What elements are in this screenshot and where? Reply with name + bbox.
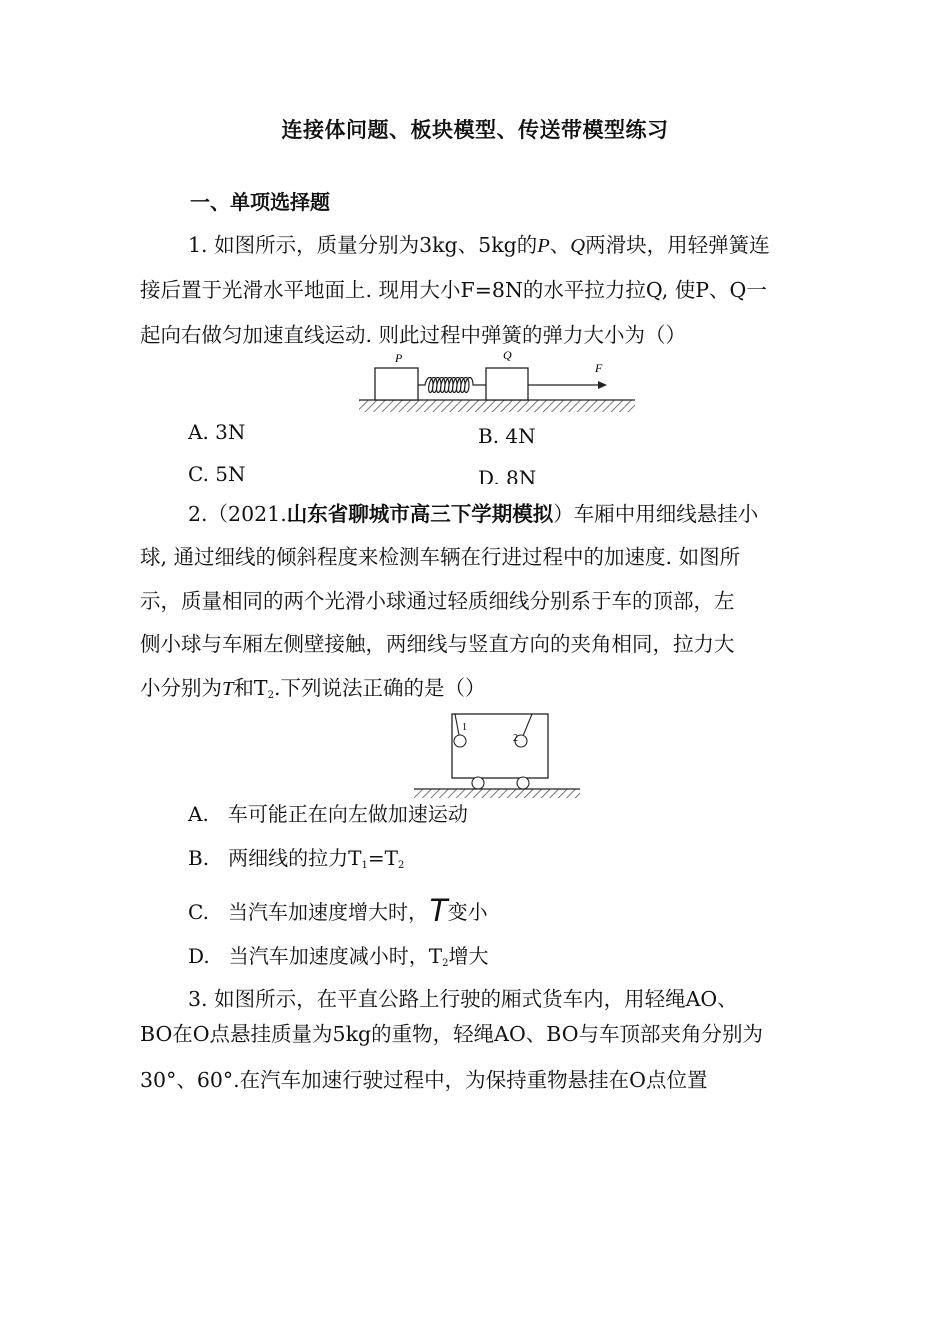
q1-text-a: 1. 如图所示，质量分别为3kg、5kg的 xyxy=(188,233,538,257)
ball-1 xyxy=(454,735,466,747)
q2-option-a-label: A. xyxy=(188,802,209,826)
ground-hatch xyxy=(414,789,580,798)
q2-line-5-c: .下列说法正确的是（） xyxy=(273,676,486,700)
ground-hatch xyxy=(359,400,635,412)
q2-line-3: 示，质量相同的两个光滑小球通过轻质细线分别系于车的顶部，左 xyxy=(140,589,735,613)
q2-option-b-eq: =T xyxy=(367,846,398,870)
q2-figure-train-car xyxy=(410,708,582,800)
q1-line-2: 接后置于光滑水平地面上. 现用大小F=8N的水平拉力拉Q, 使P、Q一 xyxy=(140,278,767,302)
section-heading: 一、单项选择题 xyxy=(190,190,330,214)
q2-line-5 xyxy=(140,676,486,708)
q2-option-c-text-b: 变小 xyxy=(447,900,488,924)
q1-option-d: D. 8N xyxy=(478,466,537,484)
q1-line-1 xyxy=(188,233,770,258)
q2-option-d xyxy=(188,944,488,976)
q2-var-t: T xyxy=(222,678,234,700)
q2-source: 山东省聊城市高三下学期模拟 xyxy=(286,502,554,526)
q1-var-p: P xyxy=(537,235,550,257)
q1-figure-spring-blocks xyxy=(355,345,640,417)
q2-line-1 xyxy=(188,502,758,526)
block-q xyxy=(486,368,528,400)
q2-option-d-sub: 2 xyxy=(442,958,449,969)
ball-1-label: 1 xyxy=(462,722,467,733)
q2-var-t2: T xyxy=(253,676,268,700)
q2-option-b-sub2: 2 xyxy=(397,860,405,871)
q2-option-a xyxy=(188,802,468,826)
q1-line-3: 起向右做匀加速直线运动. 则此过程中弹簧的弹力大小为（） xyxy=(140,323,687,347)
label-q: Q xyxy=(503,348,512,362)
q3-line-1: 3. 如图所示，在平直公路上行驶的厢式货车内，用轻绳AO、 xyxy=(188,987,738,1011)
q2-option-b-label: B. xyxy=(188,846,210,870)
q2-option-a-text: 车可能正在向左做加速运动 xyxy=(227,802,468,826)
label-f: F xyxy=(595,361,603,375)
force-arrow-head xyxy=(598,381,607,389)
block-p xyxy=(375,368,418,400)
q2-line-1-rest: ）车厢中用细线悬挂小 xyxy=(553,502,759,526)
spring xyxy=(418,378,486,393)
q2-option-c xyxy=(188,892,488,928)
label-p: P xyxy=(395,351,403,365)
q2-option-b-text: 两细线的拉力T xyxy=(228,846,362,870)
q3-line-2: BO在O点悬挂质量为5kg的重物，轻绳AO、BO与车顶部夹角分别为 xyxy=(140,1022,764,1046)
q2-line-5-b: 和 xyxy=(233,676,254,700)
wheel-left xyxy=(472,777,484,789)
q2-line-5-a: 小分别为 xyxy=(140,676,222,700)
q1-var-q: Q xyxy=(570,235,586,257)
q2-option-d-label: D. xyxy=(188,944,210,968)
q2-option-c-var-t: T xyxy=(428,892,448,928)
ball-2-label: 2 xyxy=(513,733,518,744)
q2-option-c-label: C. xyxy=(188,900,209,924)
q1-text-b: 两滑块，用轻弹簧连 xyxy=(585,233,770,257)
wheel-right xyxy=(517,777,529,789)
q2-number: 2.（2021. xyxy=(188,502,287,526)
q2-option-d-text-a: 当汽车加速度减小时，T xyxy=(228,944,443,968)
document-title: 连接体问题、板块模型、传送带模型练习 xyxy=(281,117,669,142)
q2-option-b-sub1: 1 xyxy=(361,860,368,871)
q2-var-t2-sub: 2 xyxy=(267,690,274,701)
q1-sep: 、 xyxy=(549,233,571,257)
q1-option-b: B. 4N xyxy=(478,424,536,448)
q2-line-4: 侧小球与车厢左侧壁接触，两细线与竖直方向的夹角相同，拉力大 xyxy=(140,632,735,656)
q3-line-3: 30°、60°.在汽车加速行驶过程中，为保持重物悬挂在O点位置 xyxy=(140,1068,708,1092)
q1-option-a: A. 3N xyxy=(188,420,246,444)
q2-option-b xyxy=(188,846,404,878)
q2-line-2: 球, 通过细线的倾斜程度来检测车辆在行进过程中的加速度. 如图所 xyxy=(140,545,741,569)
q2-option-c-text-a: 当汽车加速度增大时， xyxy=(228,900,429,924)
q2-option-d-text-b: 增大 xyxy=(448,944,489,968)
q1-option-c: C. 5N xyxy=(188,462,246,486)
